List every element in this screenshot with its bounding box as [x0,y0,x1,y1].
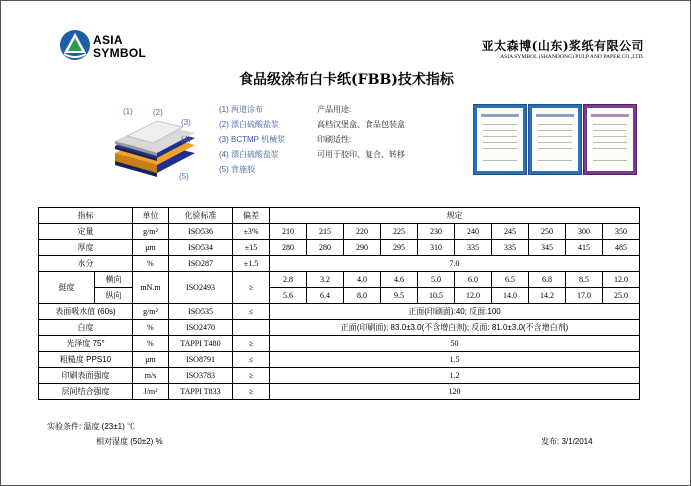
row-standard: ISO535 [169,304,233,320]
layer-legend-item: (2) 漂白硫酸盐浆 [219,120,279,129]
table-cell: 6.5 [492,272,529,288]
layer-number-1: (1) [123,107,133,116]
layer-number-5: (5) [179,172,189,181]
table-cell: 12.0 [455,288,492,304]
table-cell: 485 [603,240,640,256]
row-name: 表面吸水值 (60s) [39,304,133,320]
header-index: 指标 [39,208,133,224]
table-cell: 335 [492,240,529,256]
table-cell: 350 [603,224,640,240]
row-tolerance: ≥ [233,384,270,400]
table-cell: 1.5 [270,352,640,368]
row-unit: m/s [133,368,169,384]
layer-legend [219,102,285,177]
table-cell: 220 [344,224,381,240]
spec-table [38,207,640,400]
table-cell: 295 [381,240,418,256]
table-cell: 345 [529,240,566,256]
row-name: 印刷表面强度 [39,368,133,384]
row-standard: ISO534 [169,240,233,256]
row-tolerance: ≤ [233,304,270,320]
layer-number-2: (2) [153,108,163,117]
row-tolerance: ±3% [233,224,270,240]
table-cell: 正面(印刷面):40; 反面:100 [270,304,640,320]
company-name-cn: 亚太森博(山东)浆纸有限公司 [481,39,644,53]
table-header-row [39,208,640,224]
table-row [39,240,640,256]
table-cell: 14.2 [529,288,566,304]
row-unit: mN.m [133,272,169,304]
logo-line-2: SYMBOL [93,46,147,60]
table-cell: 245 [492,224,529,240]
certificate-image [583,104,637,175]
table-row [39,384,640,400]
table-row [39,304,640,320]
page-title: 食品级涂布白卡纸(FBB)技术指标 [239,72,454,88]
table-cell: 10.5 [418,288,455,304]
table-cell: 280 [270,240,307,256]
table-cell: 1.2 [270,368,640,384]
row-name: 层间结合强度 [39,384,133,400]
header-tolerance: 偏差 [233,208,270,224]
table-cell: 300 [566,224,603,240]
layer-legend-item: (3) BCTMP 机械浆 [219,135,286,144]
publish-date: 发布: 3/1/2014 [541,437,593,446]
row-unit: g/m² [133,304,169,320]
row-name: 粗糙度 PPS10 [39,352,133,368]
table-row [39,288,640,304]
row-unit: J/m² [133,384,169,400]
company-name-en: ASIA SYMBOL (SHANDONG) PULP AND PAPER CO.,LTD. [500,54,644,60]
row-name: 定量 [39,224,133,240]
row-tolerance: ±15 [233,240,270,256]
row-sub-label: 横向 [95,272,133,288]
row-tolerance: ≥ [233,272,270,304]
table-cell: 6.4 [307,288,344,304]
header-standard: 化验标准 [169,208,233,224]
table-cell: 225 [381,224,418,240]
row-standard: TAPPI T833 [169,384,233,400]
table-cell: 210 [270,224,307,240]
table-cell: 17.0 [566,288,603,304]
table-row [39,320,640,336]
row-standard: ISO287 [169,256,233,272]
header-spec: 规定 [270,208,640,224]
layer-number-3: (3) [181,118,191,127]
table-cell: 5.6 [270,288,307,304]
table-cell: 120 [270,384,640,400]
table-cell: 250 [529,224,566,240]
table-cell: 8.0 [344,288,381,304]
row-unit: % [133,320,169,336]
table-cell: 290 [344,240,381,256]
table-row [39,256,640,272]
table-row [39,272,640,288]
row-name: 白度 [39,320,133,336]
printability-label: 印刷适性: [317,135,352,144]
table-cell: 6.0 [455,272,492,288]
row-unit: g/m² [133,224,169,240]
layer-diagram [113,101,213,185]
table-cell: 正面(印刷面): 83.0±3.0(不含增白剂); 反面: 81.0±3.0(不含增白剂) [270,320,640,336]
table-row [39,224,640,240]
header-unit: 单位 [133,208,169,224]
row-standard: ISO2470 [169,320,233,336]
test-condition-humidity: 相对湿度 (50±2) % [96,437,163,446]
table-cell: 25.0 [603,288,640,304]
table-cell: 3.2 [307,272,344,288]
row-standard: ISO8791 [169,352,233,368]
test-condition-temperature: 实验条件: 温度 (23±1) ℃ [47,422,135,431]
row-name: 挺度 [39,272,95,304]
row-unit: μm [133,352,169,368]
certificate-image [528,104,582,175]
table-cell: 5.0 [418,272,455,288]
table-cell: 415 [566,240,603,256]
logo-mark-icon [59,29,91,61]
product-usage [317,102,405,162]
table-cell: 6.8 [529,272,566,288]
certificates [473,104,633,174]
layer-legend-item: (4) 漂白硫酸盐浆 [219,150,279,159]
row-sub-label: 纵向 [95,288,133,304]
row-unit: % [133,336,169,352]
row-tolerance: ±1.5 [233,256,270,272]
row-unit: μm [133,240,169,256]
table-cell: 240 [455,224,492,240]
row-name: 水分 [39,256,133,272]
layer-number-4: (4) [181,135,191,144]
row-standard: ISO3783 [169,368,233,384]
row-tolerance: ≤ [233,352,270,368]
row-tolerance: ≥ [233,336,270,352]
table-row [39,368,640,384]
row-name: 厚度 [39,240,133,256]
logo-line-1: ASIA [93,33,123,47]
table-row [39,336,640,352]
row-unit: % [133,256,169,272]
row-tolerance [233,320,270,336]
usage-value: 高档汉堡盒、食品包装盒 [317,120,405,129]
table-cell: 310 [418,240,455,256]
table-cell: 2.8 [270,272,307,288]
table-cell: 50 [270,336,640,352]
table-cell: 230 [418,224,455,240]
row-tolerance: ≥ [233,368,270,384]
printability-value: 可用于胶印、复合、转移 [317,150,405,159]
asia-symbol-logo [59,29,159,69]
row-standard: ISO2493 [169,272,233,304]
usage-label: 产品用途: [317,105,352,114]
table-cell: 335 [455,240,492,256]
table-cell: 9.5 [381,288,418,304]
row-standard: TAPPI T480 [169,336,233,352]
layer-legend-item: (1) 两道涂布 [219,105,263,114]
table-cell: 4.6 [381,272,418,288]
certificate-image [473,104,527,175]
table-row [39,352,640,368]
table-cell: 14.0 [492,288,529,304]
layer-legend-item: (5) 背施胶 [219,165,255,174]
row-name: 光泽度 75° [39,336,133,352]
row-standard: ISO536 [169,224,233,240]
table-cell: 4.0 [344,272,381,288]
table-cell: 7.0 [270,256,640,272]
table-cell: 215 [307,224,344,240]
table-cell: 12.0 [603,272,640,288]
table-cell: 280 [307,240,344,256]
table-cell: 8.5 [566,272,603,288]
